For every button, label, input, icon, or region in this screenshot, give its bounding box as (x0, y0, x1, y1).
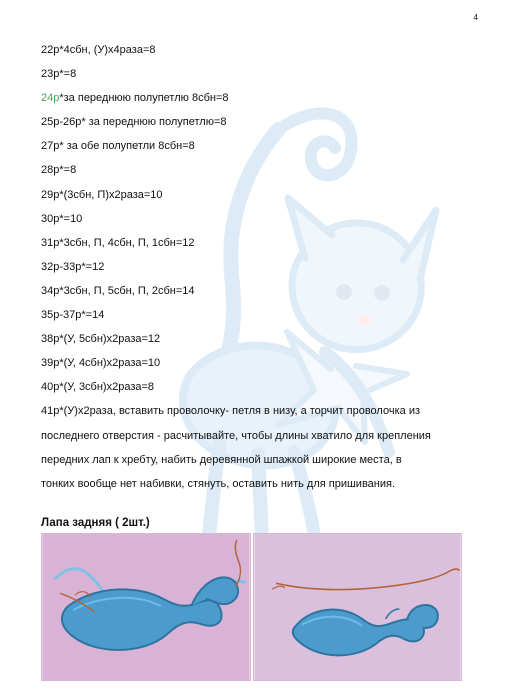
page-number: 4 (473, 13, 478, 22)
row-prefix: 22р (41, 44, 60, 56)
instruction-line (41, 110, 471, 134)
instruction-paragraph-line: передних лап к хребту, набить деревянной шпажкой широкие места, в (41, 453, 402, 466)
row-prefix: 39р (41, 357, 60, 370)
instruction-line (41, 38, 471, 62)
row-text: *4сбн, (У)х4раза=8 (59, 44, 156, 56)
instruction-paragraph-line: 41р*(У)х2раза, вставить проволочку- петля в низу, а торчит проволочка из (41, 405, 421, 418)
instruction-line (41, 134, 471, 158)
instruction-paragraph-line: последнего отверстия - расчитывайте, чтобы длины хватило для крепления (41, 429, 431, 442)
row-prefix: 32р-33р (41, 260, 82, 273)
row-text: *=8 (59, 68, 77, 81)
row-prefix-highlighted: 24р (41, 92, 60, 105)
row-text: *3сбн, П, 5сбн, П, 2сбн=14 (59, 284, 195, 297)
row-prefix: 35р-37р (41, 309, 82, 322)
row-text: *=12 (81, 260, 105, 273)
crochet-leg-photo-left (41, 533, 251, 681)
instruction-line (41, 255, 471, 279)
row-prefix: 38р (41, 333, 60, 346)
instruction-line (41, 158, 471, 182)
row-text: *=8 (59, 164, 77, 177)
row-prefix: 29р (41, 188, 60, 201)
crochet-leg-photo-with-wire-left-icon (42, 534, 250, 680)
instruction-line (41, 207, 471, 231)
instruction-line (41, 86, 471, 110)
row-text: * за переднюю полупетлю=8 (81, 116, 227, 129)
row-prefix: 34р (41, 284, 60, 297)
row-prefix: 30р (41, 212, 60, 225)
row-text: *=10 (59, 212, 83, 225)
row-prefix: 27р (41, 140, 60, 153)
row-text: *(3сбн, П)х2раза=10 (59, 188, 163, 201)
instruction-paragraph-line: тонких вообще нет набивки, стянуть, оставить нить для пришивания. (41, 477, 396, 490)
instruction-line (41, 279, 471, 303)
instruction-line (41, 351, 471, 375)
row-text: *за переднюю полупетлю 8сбн=8 (59, 92, 229, 105)
row-text: *3сбн, П, 4сбн, П, 1сбн=12 (59, 236, 195, 249)
instruction-line (41, 303, 471, 327)
instruction-line (41, 183, 471, 207)
instruction-line (41, 231, 471, 255)
instruction-line (41, 375, 471, 399)
row-text: *(У, 5сбн)х2раза=12 (59, 333, 161, 346)
row-prefix: 31р (41, 236, 60, 249)
row-text: *=14 (81, 309, 105, 322)
section-title: Лапа задняя ( 2шт.) (41, 517, 150, 529)
row-prefix: 23р (41, 68, 60, 81)
instruction-line (41, 327, 471, 351)
pattern-instructions (41, 38, 471, 496)
row-text: *(У, 3сбн)х2раза=8 (59, 381, 155, 394)
row-prefix: 25р-26р (41, 116, 82, 129)
row-text: * за обе полупетли 8сбн=8 (59, 140, 195, 153)
row-text: *(У, 4сбн)х2раза=10 (59, 357, 161, 370)
row-prefix: 28р (41, 164, 60, 177)
crochet-leg-photo-with-wire-right-icon (254, 534, 461, 680)
instruction-line (41, 62, 471, 86)
row-prefix: 40р (41, 381, 60, 394)
crochet-leg-photo-right (253, 533, 462, 681)
